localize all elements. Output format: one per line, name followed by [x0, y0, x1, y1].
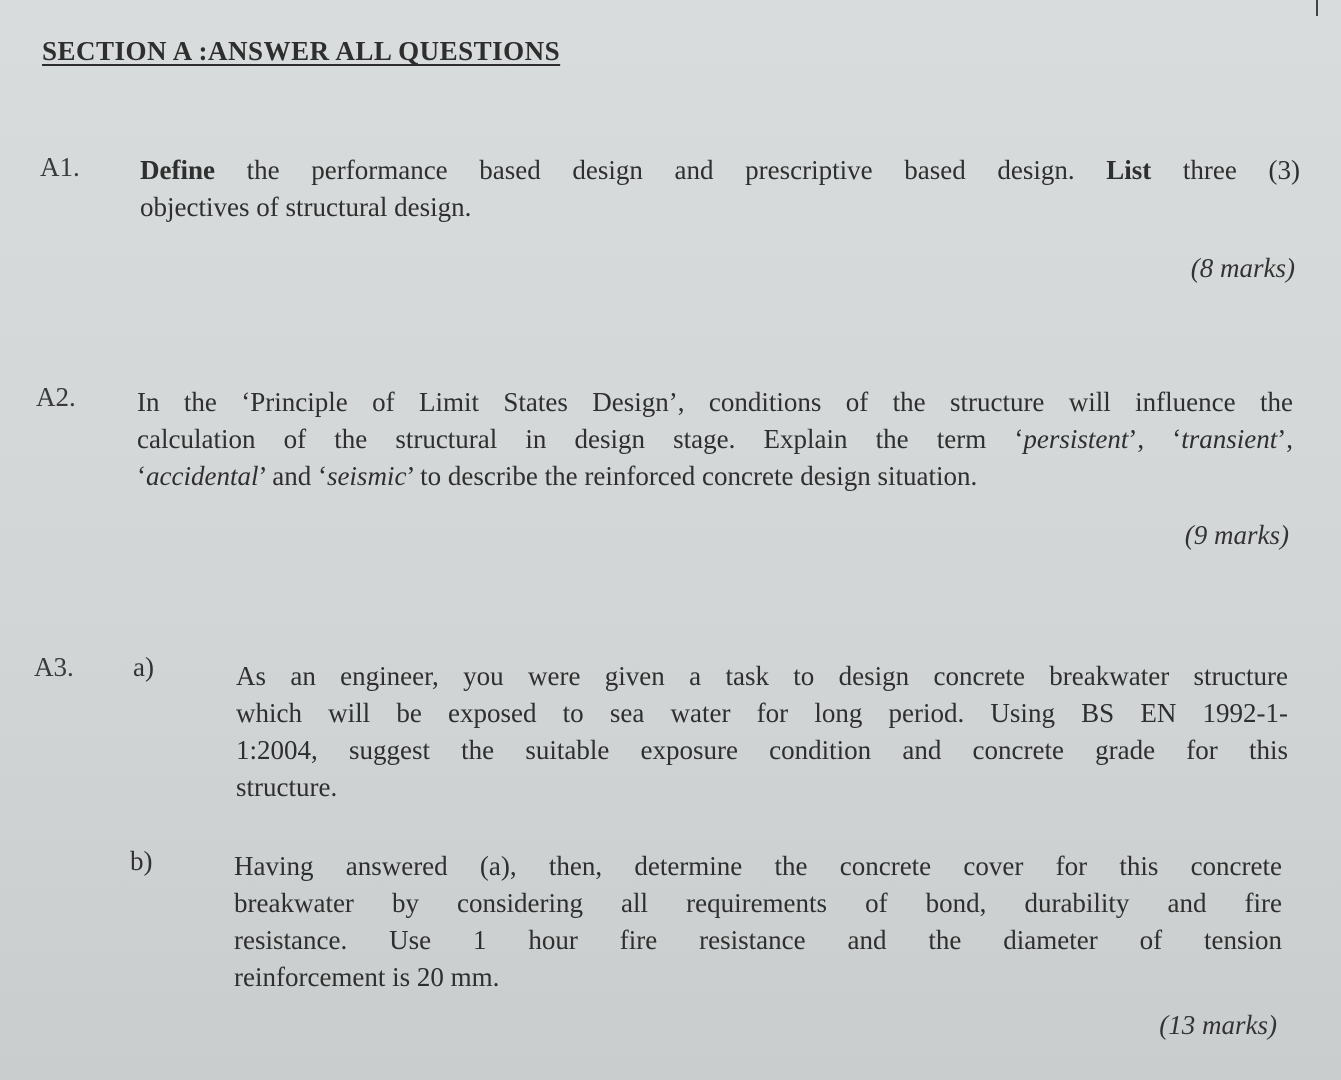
question-a3b-line-3: resistance. Use 1 hour fire resistance and the diameter of tension — [234, 925, 1282, 955]
term-seismic: seismic — [326, 461, 407, 491]
question-a1-text-part2: three (3) — [1151, 155, 1300, 185]
question-a2-line-2-start: calculation of the structural in design stage. Explain the term ‘ — [137, 424, 1024, 454]
section-heading: SECTION A :ANSWER ALL QUESTIONS — [42, 36, 561, 66]
question-a3-part-b-label: b) — [130, 846, 153, 876]
question-a1-marks: (8 marks) — [1190, 253, 1295, 283]
list-keyword: List — [1106, 155, 1152, 185]
question-a3a-line-4: structure. — [236, 772, 338, 802]
question-a1-line-1 — [140, 152, 1300, 189]
question-a3b-line-4: reinforcement is 20 mm. — [234, 962, 500, 992]
question-a2-text — [137, 384, 1293, 495]
question-a2-separator-1: ’, ‘ — [1128, 424, 1182, 454]
question-a3a-line-1: As an engineer, you were given a task to design concrete breakwater structure — [236, 661, 1288, 691]
term-accidental: accidental — [146, 461, 259, 491]
question-a3b-line-2: breakwater by considering all requirements of bond, durability and fire — [234, 888, 1282, 918]
question-a2-line-2 — [137, 421, 1293, 458]
question-a2-line-3 — [137, 458, 1293, 495]
term-transient: transient — [1181, 424, 1278, 454]
page-edge-mark — [1316, 0, 1318, 16]
question-a3-part-a-label: a) — [133, 652, 154, 682]
question-a2-and: ’ and ‘ — [258, 461, 327, 491]
question-a2-line-3-rest: ’ to describe the reinforced concrete design situation. — [406, 461, 978, 491]
question-a1-text — [140, 152, 1300, 226]
question-a2-quote-open: ‘ — [137, 461, 146, 491]
question-a2-marks: (9 marks) — [1184, 520, 1289, 550]
question-a3a-line-3: 1:2004, suggest the suitable exposure condition and concrete grade for this — [236, 735, 1288, 765]
question-a3-part-b-text — [234, 848, 1282, 996]
question-a2-separator-2: ’, — [1277, 424, 1293, 454]
question-a3b-line-1: Having answered (a), then, determine the concrete cover for this concrete — [234, 851, 1282, 881]
question-number-a3: A3. — [34, 652, 74, 682]
question-a3-part-a-text — [236, 658, 1288, 806]
question-a1-text-part1: the performance based design and prescriptive based design. — [214, 155, 1107, 185]
question-a3a-line-2: which will be exposed to sea water for long period. Using BS EN 1992-1- — [236, 698, 1288, 728]
question-number-a1: A1. — [40, 152, 80, 182]
term-persistent: persistent — [1023, 424, 1129, 454]
question-a1-line-2: objectives of structural design. — [140, 192, 472, 222]
question-a2-line-1: In the ‘Principle of Limit States Design’, conditions of the structure will influence the — [137, 387, 1293, 417]
question-a3-marks: (13 marks) — [1159, 1010, 1277, 1040]
question-number-a2: A2. — [36, 382, 76, 412]
define-keyword: Define — [140, 155, 215, 185]
